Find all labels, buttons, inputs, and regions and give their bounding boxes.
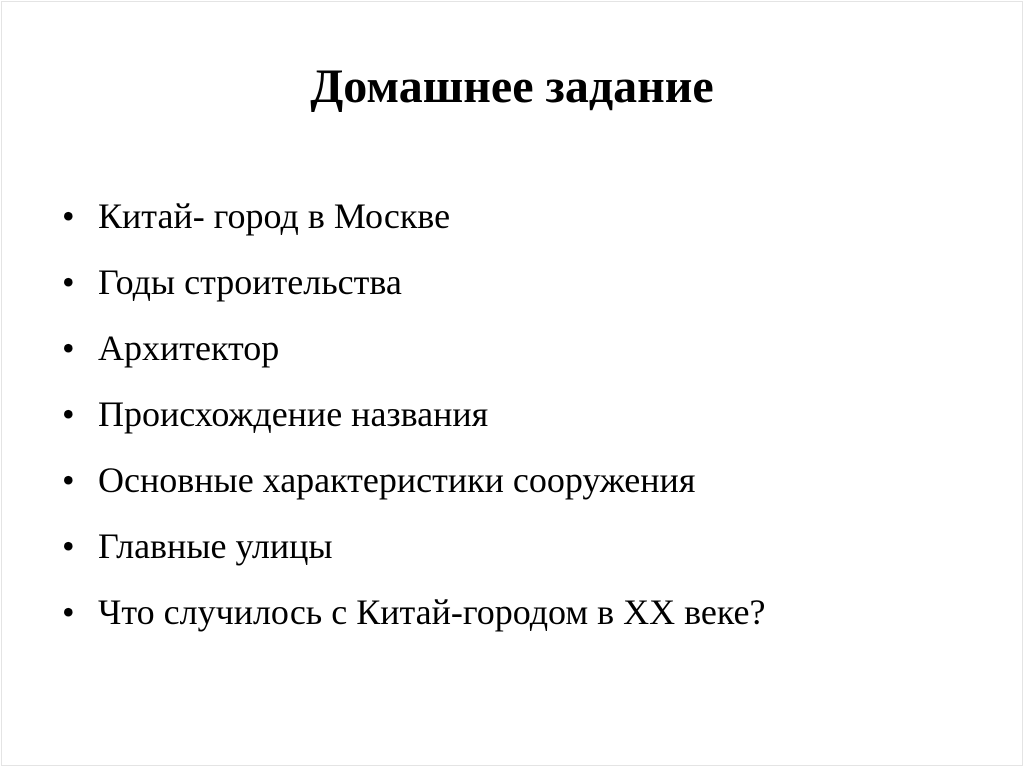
list-item-text: Что случилось с Китай-городом в XX веке? — [98, 592, 766, 632]
bullet-icon: • — [62, 394, 75, 434]
bullet-icon: • — [62, 460, 75, 500]
bullet-icon: • — [62, 592, 75, 632]
bullet-icon: • — [62, 526, 75, 566]
list-item-text: Основные характеристики сооружения — [98, 460, 696, 500]
bullet-icon: • — [62, 262, 75, 302]
slide-title: Домашнее задание — [310, 60, 714, 113]
bullet-icon: • — [62, 196, 75, 236]
bullet-icon: • — [62, 328, 75, 368]
list-item-text: Происхождение названия — [98, 394, 489, 434]
list-item-text: Архитектор — [98, 328, 280, 368]
list-item-text: Китай- город в Москве — [98, 196, 451, 236]
list-item-text: Годы строительства — [98, 262, 402, 302]
slide-border — [1, 1, 1023, 766]
list-item-text: Главные улицы — [98, 526, 333, 566]
